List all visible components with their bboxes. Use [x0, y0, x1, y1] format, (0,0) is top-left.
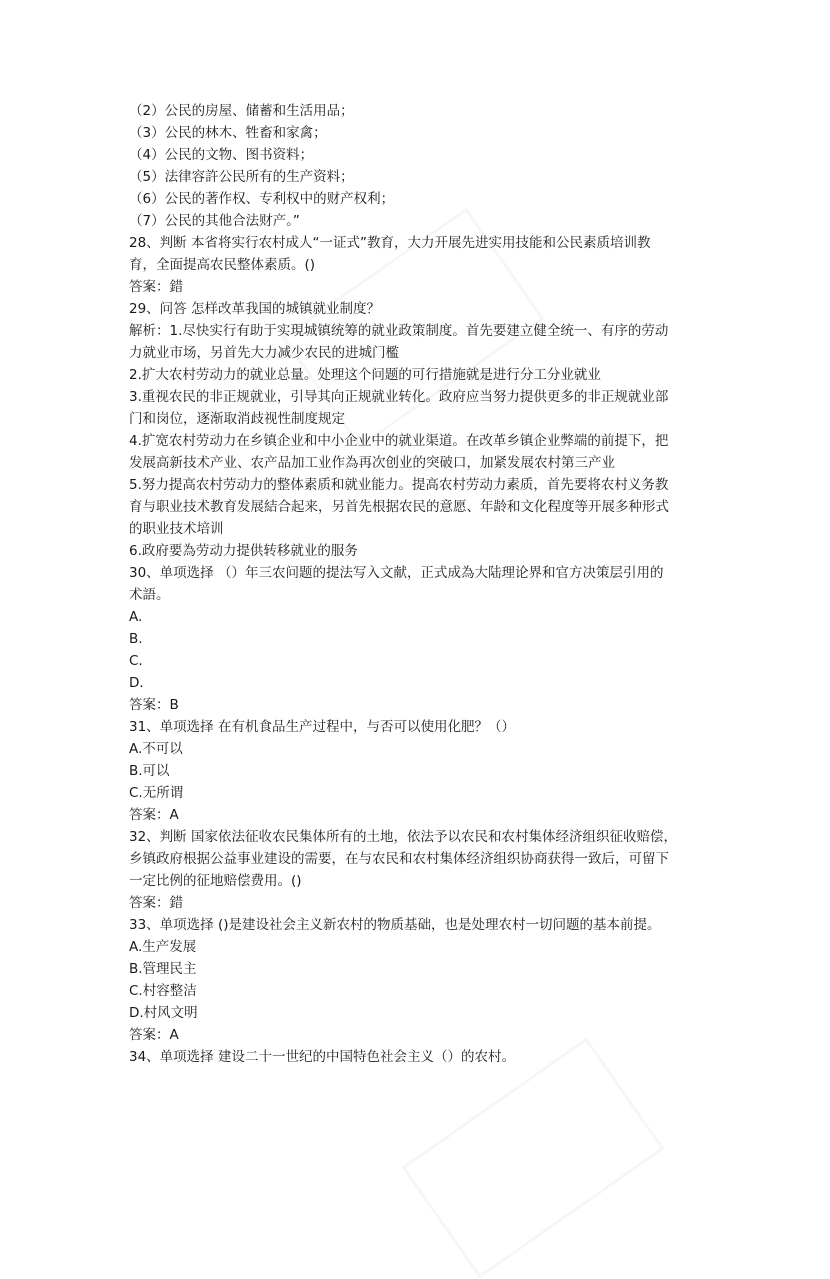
- text-line: 31、单项选择 在有机食品生产过程中，与否可以使用化肥？（）: [129, 719, 515, 735]
- text-line: 一定比例的征地赔偿费用。(): [129, 873, 302, 889]
- text-line: 的职业技术培训: [129, 521, 224, 537]
- text-line: 3.重视农民的非正规就业，引导其向正规就业转化。政府应当努力提供更多的非正规就业部: [129, 389, 669, 405]
- text-line: 6.政府要為劳动力提供转移就业的服务: [129, 543, 358, 559]
- text-line: B.管理民主: [129, 961, 197, 977]
- text-line: 5.努力提高农村劳动力的整体素质和就业能力。提高农村劳动力素质，首先要将农村义务教: [129, 477, 669, 493]
- text-line: 28、判断 本省将实行农村成人“一证式”教育，大力开展先进实用技能和公民素质培训教: [129, 235, 651, 251]
- text-line: 29、问答 怎样改革我国的城镇就业制度？: [129, 301, 380, 317]
- text-line: A.生产发展: [129, 939, 197, 955]
- text-line: B.可以: [129, 763, 170, 779]
- text-line: （5）法律容許公民所有的生产资料；: [129, 169, 354, 185]
- text-line: 2.扩大农村劳动力的就业总量。处理这个问题的可行措施就是进行分工分业就业: [129, 367, 601, 383]
- text-line: 答案：錯: [129, 895, 183, 911]
- text-line: 30、单项选择 （）年三农问题的提法写入文献，正式成為大陆理论界和官方决策层引用的: [129, 565, 664, 581]
- text-line: （4）公民的文物、图书资料；: [129, 147, 314, 163]
- text-line: C.村容整洁: [129, 983, 197, 999]
- text-line: B.: [129, 631, 143, 647]
- watermark: [401, 1037, 664, 1278]
- text-line: A.不可以: [129, 741, 183, 757]
- text-line: 4.扩宽农村劳动力在乡镇企业和中小企业中的就业渠道。在改革乡镇企业弊端的前提下，把: [129, 433, 669, 449]
- text-line: D.: [129, 675, 144, 691]
- text-line: 育，全面提高农民整体素质。(): [129, 257, 316, 273]
- text-line: 发展高新技术产业、农产品加工业作為再次创业的突破口，加紧发展农村第三产业: [129, 455, 615, 471]
- document-body: [129, 100, 709, 1068]
- text-line: A.: [129, 609, 143, 625]
- text-line: （6）公民的著作权、专利权中的财产权利；: [129, 191, 395, 207]
- text-line: （3）公民的林木、牲畜和家禽；: [129, 125, 327, 141]
- text-line: 术語。: [129, 587, 170, 603]
- text-line: C.: [129, 653, 143, 669]
- text-line: 34、单项选择 建设二十一世纪的中国特色社会主义（）的农村。: [129, 1049, 515, 1065]
- text-line: C.无所谓: [129, 785, 184, 801]
- text-line: 力就业市场，另首先大力减少农民的进城门檻: [129, 345, 399, 361]
- text-line: 33、单项选择 ()是建设社会主义新农村的物质基础，也是处理农村一切问题的基本前提。: [129, 917, 661, 933]
- text-line: 答案：A: [129, 807, 179, 823]
- text-line: 答案：B: [129, 697, 179, 713]
- text-line: 答案：錯: [129, 279, 183, 295]
- text-line: 32、判断 国家依法征收农民集体所有的土地，依法予以农民和农村集体经济组织征收赔偿，: [129, 829, 677, 845]
- text-line: D.村风文明: [129, 1005, 198, 1021]
- text-line: 乡镇政府根据公益事业建设的需要，在与农民和农村集体经济组织协商获得一致后，可留下: [129, 851, 669, 867]
- text-line: （7）公民的其他合法财产。”: [129, 213, 300, 229]
- text-line: 答案：A: [129, 1027, 179, 1043]
- text-line: 门和岗位，逐渐取消歧视性制度规定: [129, 411, 345, 427]
- text-line: 解析：1.尽快实行有助于实現城镇统筹的就业政策制度。首先要建立健全统一、有序的劳动: [129, 323, 669, 339]
- text-line: （2）公民的房屋、储蓄和生活用品；: [129, 103, 354, 119]
- text-line: 育与职业技术教育发展結合起来，另首先根据农民的意愿、年龄和文化程度等开展多种形式: [129, 499, 669, 515]
